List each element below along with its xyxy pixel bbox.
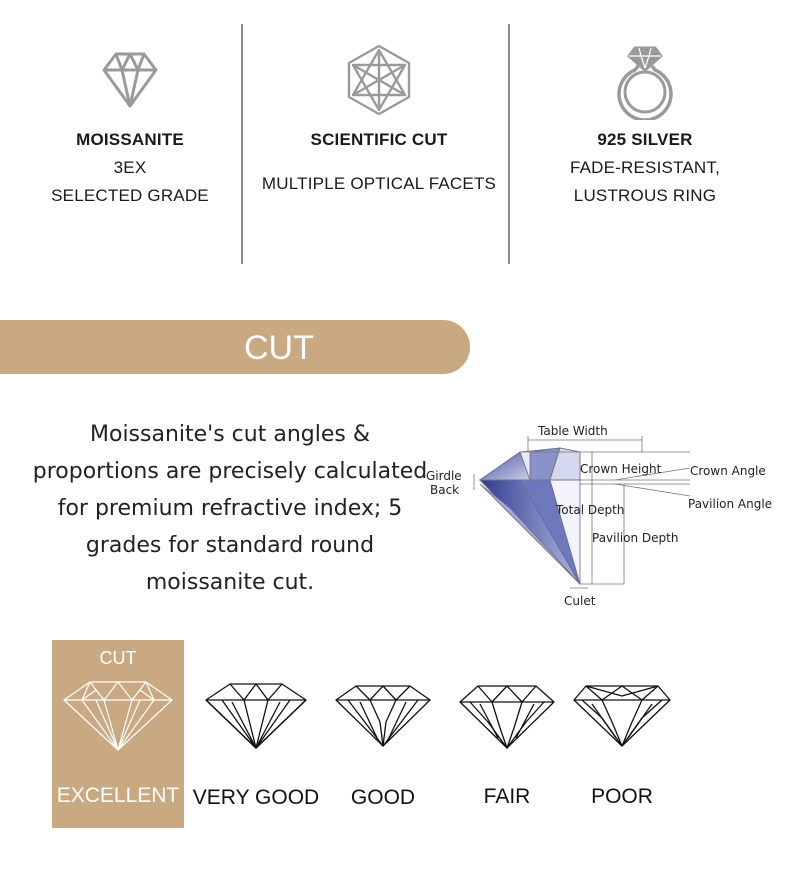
feature-title: MOISSANITE xyxy=(76,130,184,149)
feature-line: 3EX xyxy=(113,158,147,177)
gem-fair-icon xyxy=(458,680,556,750)
diamond-icon xyxy=(90,40,170,120)
feature-925-silver xyxy=(540,40,750,206)
gem-very-good-icon xyxy=(204,680,308,750)
label-crown-height: Crown Height xyxy=(580,462,662,476)
gem-excellent-icon xyxy=(60,676,176,754)
grade-label-excellent: EXCELLENT xyxy=(56,784,180,807)
feature-line: SELECTED GRADE xyxy=(51,186,209,205)
cut-description: Moissanite's cut angles & proportions are precisely calculated for premium refractive index; 5 grades for standard round moissanite cut. xyxy=(32,422,428,595)
feature-title: SCIENTIFIC CUT xyxy=(310,130,448,149)
feature-line: MULTIPLE OPTICAL FACETS xyxy=(261,174,497,193)
ring-icon xyxy=(605,40,685,120)
feature-title: 925 SILVER xyxy=(597,130,693,149)
divider xyxy=(241,24,243,264)
gem-good-icon xyxy=(334,682,432,748)
hexagram-icon xyxy=(339,40,419,120)
divider xyxy=(508,24,510,264)
label-girdle: Girdle xyxy=(426,469,462,483)
cut-proportion-diagram xyxy=(420,418,790,614)
label-total-depth: Total Depth xyxy=(556,503,625,517)
grade-label-very-good: VERY GOOD xyxy=(192,786,320,809)
label-crown-angle: Crown Angle xyxy=(690,464,766,478)
grade-label-good: GOOD xyxy=(350,786,416,809)
grade-label-fair: FAIR xyxy=(483,785,531,808)
feature-moissanite xyxy=(30,40,230,206)
label-culet: Culet xyxy=(564,594,596,608)
feature-line: FADE-RESISTANT, xyxy=(569,158,721,177)
grade-label-poor: POOR xyxy=(591,785,653,808)
cut-banner-title: CUT xyxy=(244,329,314,367)
label-girdle-back: Back xyxy=(430,483,460,497)
label-table-width: Table Width xyxy=(538,424,608,438)
label-pavilion-depth: Pavilion Depth xyxy=(592,531,679,545)
label-pavilion-angle: Pavilion Angle xyxy=(688,497,773,511)
gem-poor-icon xyxy=(572,678,672,748)
grade-header: CUT xyxy=(99,648,137,668)
feature-line: LUSTROUS RING xyxy=(573,186,717,205)
feature-scientific-cut xyxy=(248,40,510,194)
